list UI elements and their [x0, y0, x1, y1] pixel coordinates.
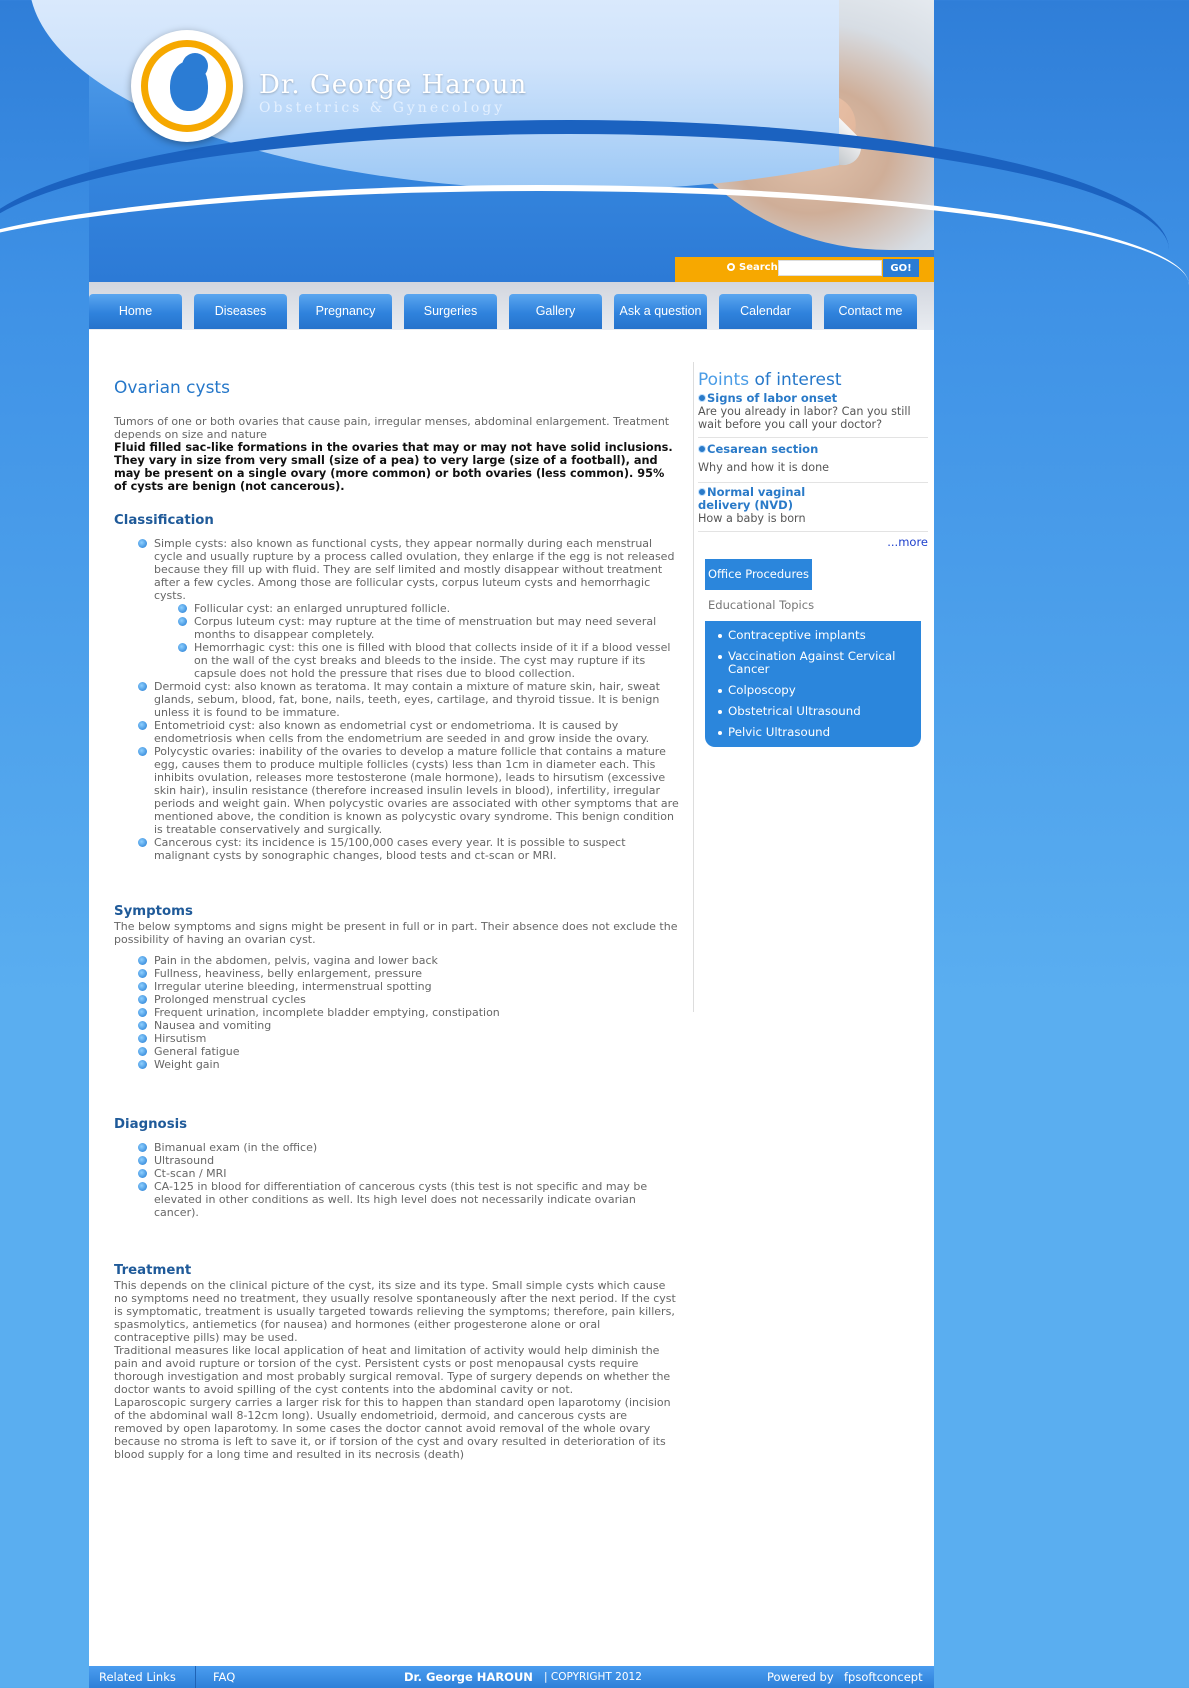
site-subtitle: Obstetrics & Gynecology — [259, 100, 506, 116]
list-item — [154, 967, 679, 980]
poi-desc: How a baby is born — [698, 512, 806, 525]
bullet-icon — [718, 689, 722, 693]
search-icon — [727, 263, 735, 271]
bullet-icon — [138, 1047, 147, 1056]
procedure-item[interactable] — [718, 625, 921, 646]
footer-copyright: | COPYRIGHT 2012 — [544, 1671, 642, 1683]
procedure-item-text[interactable]: Obstetrical Ultrasound — [728, 704, 861, 718]
list-item — [154, 836, 679, 862]
list-item-text: Ultrasound — [154, 1154, 215, 1167]
poi-item-labor — [698, 390, 928, 438]
list-item-text: CA-125 in blood for differentiation of cancerous cysts (this test is not specific and may be elevated in other conditions as well. Its high level does not necessarily indicate ovarian cancer). — [154, 1180, 648, 1219]
nav-item-calendar[interactable]: Calendar — [719, 294, 812, 329]
list-item — [154, 954, 679, 967]
list-item — [194, 615, 679, 641]
poi-link[interactable] — [698, 443, 928, 456]
sidebar — [698, 370, 928, 760]
list-item — [154, 680, 679, 719]
list-item — [154, 980, 679, 993]
nav-item-contact-me[interactable]: Contact me — [824, 294, 917, 329]
bullet-icon — [138, 1060, 147, 1069]
procedure-item[interactable] — [718, 646, 921, 680]
points-of-interest-title — [698, 370, 928, 390]
procedure-item[interactable] — [718, 701, 921, 722]
classification-list — [114, 537, 679, 862]
page — [89, 0, 934, 1688]
bullet-icon — [138, 721, 147, 730]
list-item-text: Ct-scan / MRI — [154, 1167, 227, 1180]
bullet-icon — [718, 710, 722, 714]
baby-head-icon — [182, 53, 208, 79]
footer-powered-label: Powered by — [767, 1670, 834, 1684]
main-nav — [89, 282, 934, 330]
list-item — [154, 719, 679, 745]
title-part-points: Points — [698, 370, 750, 390]
simple-cysts-sublist — [154, 602, 679, 680]
symptoms-heading: Symptoms — [114, 904, 193, 919]
symptoms-intro: The below symptoms and signs might be present in full or in part. Their absence does not exclude the possibility of having an ovarian cyst. — [114, 920, 678, 946]
bullet-icon — [178, 617, 187, 626]
bullet-icon — [718, 634, 722, 638]
list-item-text: Frequent urination, incomplete bladder emptying, constipation — [154, 1006, 500, 1019]
poi-link-text[interactable]: Cesarean section — [707, 442, 819, 456]
bullet-icon — [698, 394, 706, 402]
footer — [89, 1666, 934, 1688]
poi-link[interactable] — [698, 392, 928, 405]
sidebar-divider — [693, 362, 694, 1012]
treatment-heading: Treatment — [114, 1263, 192, 1278]
diagnosis-list — [114, 1141, 679, 1219]
search-bar — [675, 257, 934, 282]
nav-item-diseases[interactable]: Diseases — [194, 294, 287, 329]
search-input[interactable] — [778, 260, 882, 276]
list-item — [154, 537, 679, 680]
procedure-item[interactable] — [718, 680, 921, 701]
bullet-icon — [138, 747, 147, 756]
logo-ring — [141, 40, 233, 132]
list-item-text: Fullness, heaviness, belly enlargement, pressure — [154, 967, 423, 980]
list-item-text: Nausea and vomiting — [154, 1019, 272, 1032]
search-label-text: Search — [739, 262, 778, 273]
footer-powered-link[interactable]: fpsoftconcept — [844, 1670, 923, 1684]
footer-related-links[interactable]: Related Links — [99, 1670, 176, 1684]
list-item — [154, 1006, 679, 1019]
list-item-text: Polycystic ovaries: inability of the ovaries to develop a mature follicle that contains a mature egg, causes them to produce multiple follicles (cysts) less than 1cm in diameter each. This inhibits ovulation, releases more testosterone (male hormone), leads to hirsutism (excessive skin hair), insulin resistance (therefore increased insulin levels in blood), infertility, irregular periods and weight gain. When polycystic ovaries are associated with other symptoms that are mentioned above, the condition is known as polycystic ovary syndrome. This benign condition is treatable conservatively and surgically. — [154, 745, 679, 836]
tab-educational-topics[interactable]: Educational Topics — [705, 590, 817, 621]
bullet-icon — [138, 1156, 147, 1165]
list-item-text: Pain in the abdomen, pelvis, vagina and lower back — [154, 954, 438, 967]
treatment-paragraph-1: This depends on the clinical picture of the cyst, its size and its type. Small simple cysts which cause no symptoms need no treatment, they usually resolve spontaneously after the next period. If the cyst is symptomatic, treatment is usually targeted towards relieving the symptoms; therefore, pain killers, spasmolytics, antiemetics (for nausea) and hormones (either progesterone alone or oral contraceptive pills) may be used. — [114, 1279, 676, 1344]
bullet-icon — [718, 655, 722, 659]
list-item — [194, 641, 679, 680]
page-title: Ovarian cysts — [114, 378, 230, 398]
list-item — [154, 993, 679, 1006]
list-item-text: Entometrioid cyst: also known as endometrial cyst or endometrioma. It is caused by endometriosis when cells from the endometrium are seeded in and grow inside the ovary. — [154, 719, 650, 745]
bullet-icon — [138, 1169, 147, 1178]
search-label — [727, 262, 778, 273]
more-link[interactable]: ...more — [887, 535, 928, 549]
list-item-text: Irregular uterine bleeding, intermenstrual spotting — [154, 980, 432, 993]
poi-desc: Are you already in labor? Can you still wait before you call your doctor? — [698, 405, 911, 431]
list-item-text: Prolonged menstrual cycles — [154, 993, 306, 1006]
bullet-icon — [138, 682, 147, 691]
site-name: Dr. George Haroun — [259, 70, 528, 100]
nav-item-gallery[interactable]: Gallery — [509, 294, 602, 329]
bullet-icon — [698, 445, 706, 453]
bullet-icon — [138, 1182, 147, 1191]
list-item — [154, 1032, 679, 1045]
bullet-icon — [138, 1021, 147, 1030]
bullet-icon — [138, 539, 147, 548]
bullet-icon — [138, 969, 147, 978]
list-item — [154, 745, 679, 836]
intro-bold-text: Fluid filled sac-like formations in the ovaries that may or may not have solid inclusions. They vary in size from very small (size of a pea) to very large (size of a football), and may be present on a single ovary (more common) or both ovaries (less common). 95% of cysts are benign (not cancerous). — [114, 441, 673, 493]
nav-item-ask-a-question[interactable]: Ask a question — [614, 294, 707, 329]
symptoms-list — [114, 954, 679, 1071]
poi-link[interactable] — [698, 486, 828, 512]
tab-panel — [705, 621, 921, 760]
list-item-text: Dermoid cyst: also known as teratoma. It may contain a mixture of mature skin, hair, sweat glands, sebum, blood, fat, bone, nails, teeth, eyes, cartilage, and thyroid tissue. It is benign unless it is found to be immature. — [154, 680, 660, 719]
procedures-tabs — [705, 559, 921, 760]
treatment-paragraph-3: Laparoscopic surgery carries a larger risk for this to happen than standard open laparotomy (incision of the abdominal wall 8-12cm long). Usually endometrioid, dermoid, and cancerous cysts are removed by open laparotomy. In some cases the doctor cannot avoid removal of the whole ovary because no stroma is left to save it, or if torsion of the cyst and ovary resulted in deterioration of its blood supply for a long time and resulted in its necrosis (death) — [114, 1396, 671, 1461]
treatment-paragraph-2: Traditional measures like local application of heat and limitation of activity would help diminish the pain and avoid rupture or torsion of the cyst. Persistent cysts or post menopausal cysts require thorough investigation and most probably surgical removal. Type of surgery depends on whether the doctor wants to avoid spilling of the cyst contents into the abdominal cavity or not. — [114, 1344, 671, 1396]
bullet-icon — [138, 995, 147, 1004]
bullet-icon — [138, 1034, 147, 1043]
procedure-item-text[interactable]: Vaccination Against Cervical Cancer — [728, 649, 896, 676]
logo[interactable] — [131, 30, 243, 142]
list-item — [154, 1058, 679, 1071]
procedure-item[interactable] — [718, 722, 921, 743]
procedure-item-text[interactable]: Pelvic Ultrasound — [728, 725, 831, 739]
procedure-item-text[interactable]: Mammography — [728, 746, 818, 760]
intro-text: Tumors of one or both ovaries that cause pain, irregular menses, abdominal enlargement. Treatment depends on size and nature — [114, 415, 670, 441]
bullet-icon — [698, 488, 706, 496]
bullet-icon — [178, 604, 187, 613]
list-item — [154, 1045, 679, 1058]
list-item-text: General fatigue — [154, 1045, 240, 1058]
list-item-text: Follicular cyst: an enlarged unruptured follicle. — [194, 602, 451, 615]
bullet-icon — [718, 731, 722, 735]
footer-doctor-name: Dr. George HAROUN — [404, 1670, 533, 1684]
list-item-text: Corpus luteum cyst: may rupture at the time of menstruation but may need several months to disappear completely. — [194, 615, 657, 641]
bullet-icon — [138, 1143, 147, 1152]
procedure-item-text[interactable]: Colposcopy — [728, 683, 796, 697]
list-item-text: Simple cysts: also known as functional cysts, they appear normally during each menstrual cycle and usually rupture by a process called ovulation, they enlarge if the egg is not released because they fill up with fluid. They are self limited and mostly disappear without treatment after a few cycles. Among those are follicular cysts, corpus luteum cysts and hemorrhagic cysts. — [154, 537, 675, 602]
procedures-list — [705, 625, 921, 764]
list-item — [154, 1167, 679, 1180]
poi-item-cesarean — [698, 438, 928, 483]
main-content — [114, 378, 679, 1461]
search-go-button[interactable]: GO! — [883, 259, 919, 277]
classification-heading: Classification — [114, 513, 214, 528]
bullet-icon — [138, 838, 147, 847]
diagnosis-heading: Diagnosis — [114, 1117, 188, 1132]
poi-link-text[interactable]: Signs of labor onset — [707, 391, 838, 405]
poi-link-text[interactable]: Normal vaginal delivery (NVD) — [698, 485, 806, 512]
list-item-text: Weight gain — [154, 1058, 220, 1071]
list-item — [154, 1141, 679, 1154]
nav-item-home[interactable]: Home — [89, 294, 182, 329]
list-item — [154, 1019, 679, 1032]
procedure-item[interactable] — [718, 743, 921, 764]
title-part-of-interest: of interest — [749, 370, 842, 390]
nav-item-surgeries[interactable]: Surgeries — [404, 294, 497, 329]
poi-desc: Why and how it is done — [698, 461, 830, 474]
list-item-text: Hirsutism — [154, 1032, 207, 1045]
procedure-item-text[interactable]: Contraceptive implants — [728, 628, 866, 642]
list-item — [154, 1154, 679, 1167]
list-item — [154, 1180, 679, 1219]
list-item-text: Hemorrhagic cyst: this one is filled with blood that collects inside of it if a blood vessel on the wall of the cyst breaks and bleeds to the inside. The cyst may rupture if its capsule does not hold the pressure that rises due to blood collection. — [194, 641, 671, 680]
list-item-text: Bimanual exam (in the office) — [154, 1141, 318, 1154]
footer-faq-link[interactable]: FAQ — [213, 1670, 236, 1684]
nav-item-pregnancy[interactable]: Pregnancy — [299, 294, 392, 329]
list-item-text: Cancerous cyst: its incidence is 15/100,000 cases every year. It is possible to suspect malignant cysts by sonographic changes, blood tests and ct-scan or MRI. — [154, 836, 626, 862]
bullet-icon — [138, 982, 147, 991]
footer-divider — [195, 1666, 196, 1688]
tab-office-procedures[interactable]: Office Procedures — [705, 559, 812, 590]
bullet-icon — [718, 752, 722, 756]
poi-item-nvd — [698, 483, 928, 532]
bullet-icon — [178, 643, 187, 652]
bullet-icon — [138, 956, 147, 965]
bullet-icon — [138, 1008, 147, 1017]
header-banner — [89, 0, 934, 282]
list-item — [194, 602, 679, 615]
